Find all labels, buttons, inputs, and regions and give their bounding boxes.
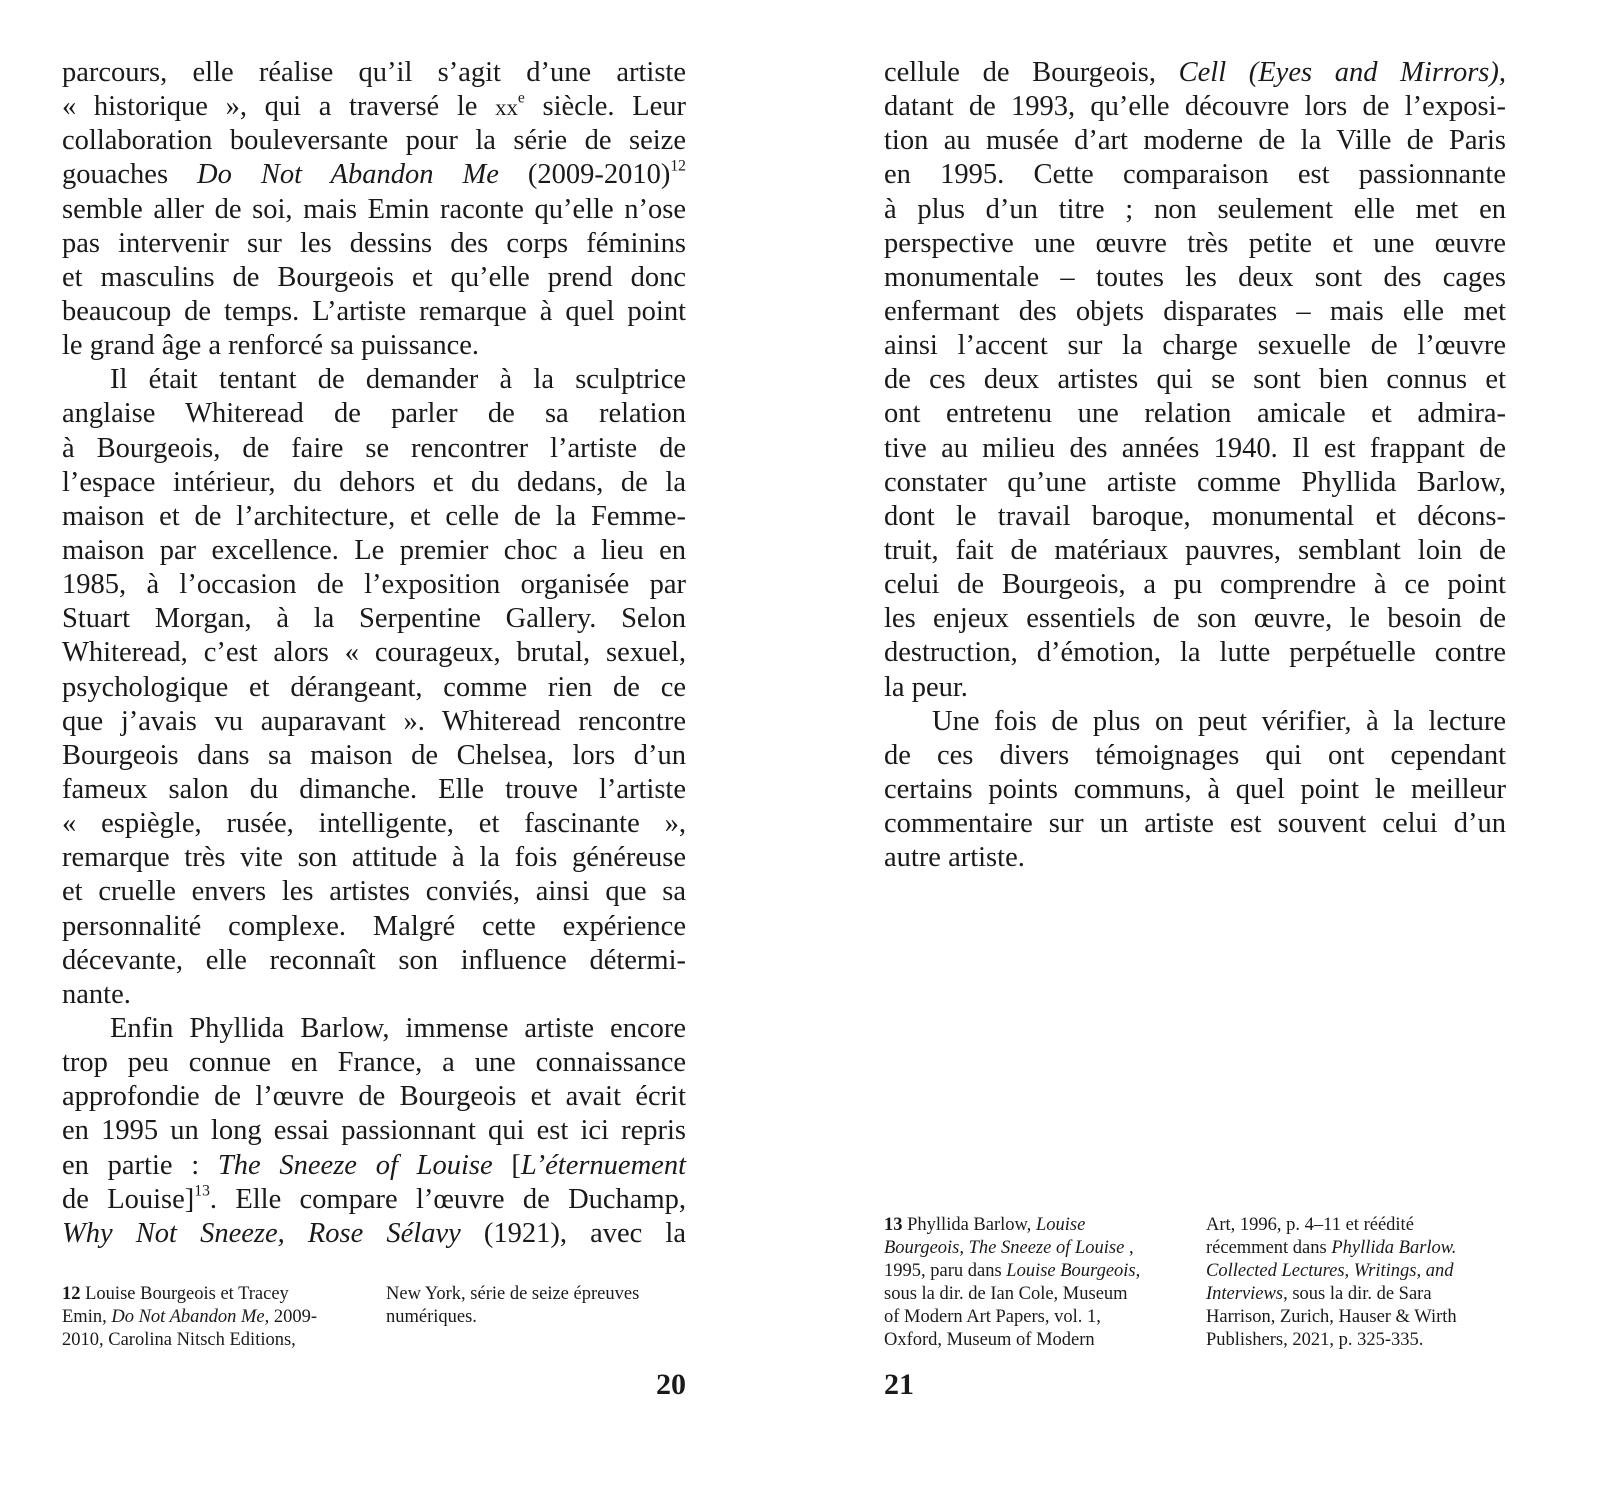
text-line: approfondie de l’œuvre de Bourgeois et avait écrit <box>62 1081 686 1113</box>
italic-title: Collected Lectures, Writings, and <box>1206 1261 1454 1281</box>
footnote-reference: 12 <box>670 157 686 175</box>
text-line: en 1995 un long essai passionnant qui est ici repris <box>62 1115 686 1147</box>
text-line: personnalité complexe. Malgré cette expérience <box>62 910 686 942</box>
text-line: Stuart Morgan, à la Serpentine Gallery. Selon <box>62 603 686 635</box>
text-line: ainsi l’accent sur la charge sexuelle de l’œuvre <box>884 330 1506 362</box>
text-line: semble aller de soi, mais Emin raconte qu’elle n’ose <box>62 193 686 225</box>
footnote-number: 13 <box>884 1215 903 1235</box>
text-line: et cruelle envers les artistes conviés, ainsi que sa <box>62 876 686 908</box>
text-line: Why Not Sneeze, Rose Sélavy (1921), avec la <box>62 1217 686 1249</box>
italic-title: Louise Bourgeois <box>1006 1261 1136 1281</box>
text-line: anglaise Whiteread de parler de sa relation <box>62 398 686 430</box>
footnote-13-column-1 <box>884 1214 1184 1352</box>
footnote-12-column-1 <box>62 1283 362 1352</box>
text-line: trop peu connue en France, a une connaissance <box>62 1047 686 1079</box>
text-line: enfermant des objets disparates – mais elle met <box>884 295 1506 327</box>
text-line: celui de Bourgeois, a pu comprendre à ce point <box>884 569 1506 601</box>
text-line: constater qu’une artiste comme Phyllida Barlow, <box>884 466 1506 498</box>
footnote-reference: 13 <box>194 1182 210 1200</box>
text-line: tive au milieu des années 1940. Il est frappant de <box>884 432 1506 464</box>
text-line: Harrison, Zurich, Hauser & Wirth <box>1206 1307 1457 1327</box>
text-line: pas intervenir sur les dessins des corps féminins <box>62 227 686 259</box>
text-line: et masculins de Bourgeois et qu’elle prend donc <box>62 261 686 293</box>
text-line: Whiteread, c’est alors « courageux, brutal, sexuel, <box>62 637 686 669</box>
footnote-reference: e <box>517 89 525 107</box>
text-line: commentaire sur un artiste est souvent celui d’un <box>884 808 1506 840</box>
footnote-12-column-2 <box>386 1283 686 1329</box>
text-line: Publishers, 2021, p. 325-335. <box>1206 1330 1424 1350</box>
text-line: Bourgeois, The Sneeze of Louise , <box>884 1238 1134 1258</box>
text-line: autre artiste. <box>884 842 1025 874</box>
text-line: à Bourgeois, de faire se rencontrer l’artiste de <box>62 432 686 464</box>
text-line: monumentale – toutes les deux sont des cages <box>884 261 1506 293</box>
italic-title: Bourgeois, The Sneeze of Louise <box>884 1238 1125 1258</box>
right-page-body-text <box>884 56 1506 875</box>
text-line: dont le travail baroque, monumental et décons- <box>884 500 1506 532</box>
text-line: tion au musée d’art moderne de la Ville de Paris <box>884 125 1506 157</box>
italic-title: L’éternuement <box>520 1149 686 1181</box>
text-line: sous la dir. de Ian Cole, Museum <box>884 1284 1128 1304</box>
text-line: 12 Louise Bourgeois et Tracey <box>62 1284 289 1304</box>
text-line: 1985, à l’occasion de l’exposition organisée par <box>62 569 686 601</box>
text-line: fameux salon du dimanche. Elle trouve l’artiste <box>62 773 686 805</box>
italic-title: Do Not Abandon Me <box>197 159 499 191</box>
text-line: en partie : The Sneeze of Louise [L’éternuement <box>62 1149 686 1181</box>
text-line: le grand âge a renforcé sa puissance. <box>62 330 479 362</box>
text-line: cellule de Bourgeois, Cell (Eyes and Mirrors), <box>884 57 1506 88</box>
text-line: destruction, d’émotion, la lutte perpétuelle contre <box>884 637 1506 669</box>
text-line: Bourgeois dans sa maison de Chelsea, lors d’un <box>62 739 686 771</box>
text-line: de ces deux artistes qui se sont bien connus et <box>884 364 1506 396</box>
text-line: nante. <box>62 978 131 1010</box>
text-line: Il était tentant de demander à la sculptrice <box>110 364 686 396</box>
text-line: Art, 1996, p. 4–11 et réédité <box>1206 1215 1414 1235</box>
text-line: maison par excellence. Le premier choc a lieu en <box>62 534 686 566</box>
text-line: truit, fait de matériaux pauvres, semblant loin de <box>884 534 1506 566</box>
text-line: l’espace intérieur, du dehors et du dedans, de la <box>62 466 686 498</box>
text-line: décevante, elle reconnaît son influence détermi- <box>62 944 686 976</box>
text-line: de ces divers témoignages qui ont cependant <box>884 739 1506 771</box>
text-line: de Louise]$^{13}$. Elle compare l’œuvre de Duchamp, <box>62 1182 686 1215</box>
text-line: maison et de l’architecture, et celle de la Femme- <box>62 500 686 532</box>
italic-title: The Sneeze of Louise <box>217 1149 493 1181</box>
italic-title: Cell (Eyes and Mirrors), <box>1178 57 1506 88</box>
text-line: perspective une œuvre très petite et une œuvre <box>884 227 1506 259</box>
text-line: Emin, Do Not Abandon Me, 2009- <box>62 1307 318 1327</box>
text-line: numériques. <box>386 1307 477 1327</box>
text-line: « historique », qui a traversé le $xx^e$ siècle. Leur <box>62 89 686 123</box>
italic-title: Why Not Sneeze, Rose Sélavy <box>62 1217 461 1249</box>
text-line: datant de 1993, qu’elle découvre lors de l’exposi- <box>884 91 1506 123</box>
page-number-left: 20 <box>656 1368 686 1401</box>
text-line: remarque très vite son attitude à la fois généreuse <box>62 842 686 874</box>
text-line: gouaches Do Not Abandon Me (2009-2010)$^{12}$ <box>62 157 686 191</box>
text-line: New York, série de seize épreuves <box>386 1284 640 1304</box>
text-line: récemment dans Phyllida Barlow. <box>1206 1238 1457 1258</box>
text-line: en 1995. Cette comparaison est passionnante <box>884 159 1506 191</box>
page-number-right: 21 <box>884 1368 914 1401</box>
text-line: Oxford, Museum of Modern <box>884 1330 1095 1350</box>
text-line: 1995, paru dans Louise Bourgeois, <box>884 1261 1141 1281</box>
text-line: Interviews, sous la dir. de Sara <box>1206 1284 1432 1304</box>
text-line: beaucoup de temps. L’artiste remarque à quel point <box>62 295 686 327</box>
italic-title: Louise <box>1035 1215 1086 1235</box>
small-caps-text: xx <box>495 95 518 121</box>
text-line: Enfin Phyllida Barlow, immense artiste encore <box>110 1012 686 1044</box>
text-line: 13 Phyllida Barlow, Louise <box>884 1215 1086 1235</box>
text-line: certains points communs, à quel point le meilleur <box>884 773 1506 805</box>
italic-title: Do Not Abandon Me <box>111 1307 265 1327</box>
text-line: à plus d’un titre ; non seulement elle met en <box>884 193 1506 225</box>
text-line: ont entretenu une relation amicale et admira- <box>884 398 1506 430</box>
text-line <box>1206 1260 1506 1283</box>
text-line: la peur. <box>884 671 968 703</box>
left-page-body-text <box>62 56 686 1251</box>
text-line: « espiègle, rusée, intelligente, et fascinante », <box>62 808 686 840</box>
text-line: of Modern Art Papers, vol. 1, <box>884 1307 1101 1327</box>
footnote-number: 12 <box>62 1284 81 1304</box>
text-line: 2010, Carolina Nitsch Editions, <box>62 1330 296 1350</box>
italic-title: Phyllida Barlow. <box>1331 1238 1457 1258</box>
text-line: Une fois de plus on peut vérifier, à la lecture <box>932 705 1506 737</box>
text-line: que j’avais vu auparavant ». Whiteread rencontre <box>62 705 686 737</box>
text-line: collaboration bouleversante pour la série de seize <box>62 125 686 157</box>
footnote-13-column-2 <box>1206 1214 1506 1352</box>
text-line: les enjeux essentiels de son œuvre, le besoin de <box>884 603 1506 635</box>
text-line: parcours, elle réalise qu’il s’agit d’une artiste <box>62 57 686 88</box>
italic-title: Interviews <box>1206 1284 1284 1304</box>
text-line: psychologique et dérangeant, comme rien de ce <box>62 671 686 703</box>
